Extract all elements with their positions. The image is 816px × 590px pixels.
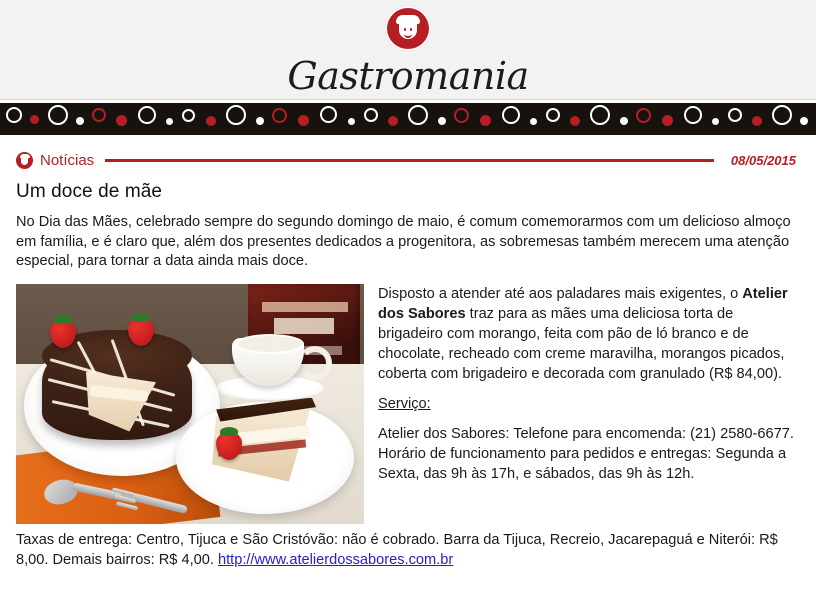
article-right-column [378,284,800,494]
delivery-text: Taxas de entrega: Centro, Tijuca e São Cristóvão: não é cobrado. Barra da Tijuca, Recreio, Jacarepaguá e Niterói: R$ 8,00. Demais bairros: R$ 4,00. [16,531,778,568]
article-columns [16,284,800,524]
news-chef-icon [16,152,33,169]
body-part-2: traz para as mães uma deliciosa torta de brigadeiro com morango, feita com pão de ló branco e de chocolate, recheado com creme maravilha, morangos picados, coberta com brigadeiro e decorada com granulado (R$ 84,00). [378,305,785,382]
service-label: Serviço: [378,395,431,412]
page-title: Um doce de mãe [16,181,163,202]
site-header [0,0,816,100]
news-divider-rule [105,159,714,162]
business-name: Atelier dos Sabores [378,285,788,322]
news-section-header [16,152,800,169]
article-content [0,138,816,578]
article-photo [16,284,364,524]
service-details: Atelier dos Sabores: Telefone para encomenda: (21) 2580-6677. Horário de funcionamento para pedidos e entregas: Segunda a Sexta, das 9h às 17h, e sábados, das 9h às 12h. [378,425,794,482]
news-date: 08/05/2015 [730,153,796,168]
delivery-info [16,530,800,570]
body-part-1: Disposto a atender até aos paladares mais exigentes, o [378,285,743,302]
article-body [378,284,800,384]
decorative-bubble-band [0,103,816,135]
news-section-label: Notícias [40,152,95,169]
website-link[interactable]: http://www.atelierdossabores.com.br [217,551,454,568]
chef-face-icon [393,14,423,44]
site-brand-title: Gastromania [287,54,529,98]
chef-badge-icon[interactable] [385,6,431,51]
article-lede: No Dia das Mães, celebrado sempre do segundo domingo de maio, é comum comemorarmos com um delicioso almoço em família, e é claro que, além dos presentes dedicados a progenitora, as sobremesas também merecem uma atenção especial, para tornar a data ainda mais doce. [16,214,791,269]
